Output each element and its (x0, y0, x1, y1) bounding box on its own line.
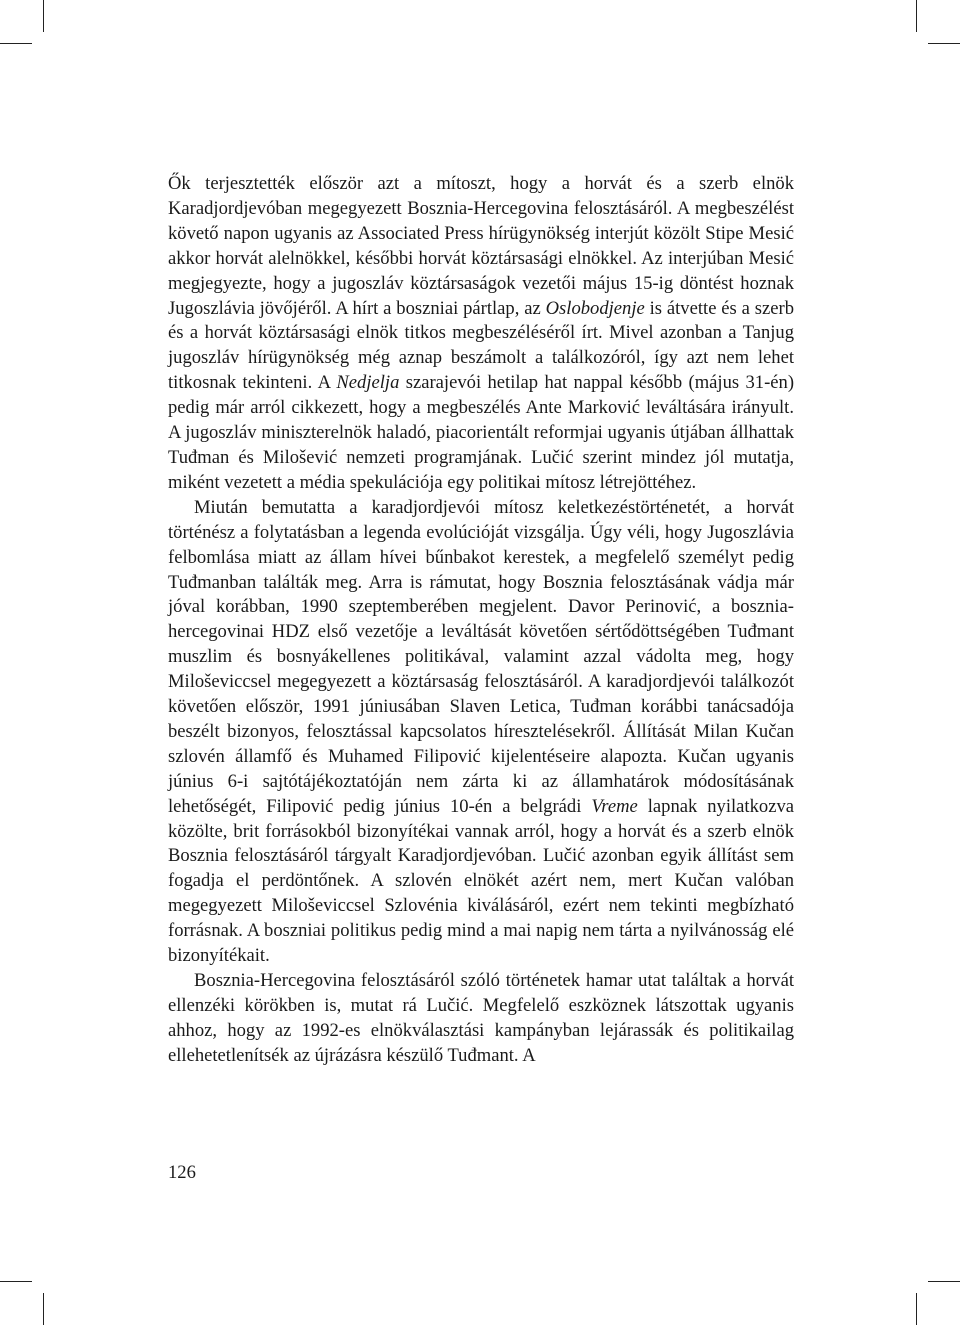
body-text (168, 172, 794, 1069)
crop-mark-bottom-right-v (916, 1293, 917, 1325)
crop-mark-top-right-v (916, 0, 917, 32)
text-span: szarajevói hetilap hat nappal később (május 31-én) pedig már arról cikkezett, hogy a megbeszélés Ante Marković leváltására irányult. A jugoszláv miniszterelnök haladó, piacorientált reformjai ugyanis útjában állhattak Tuđman és Milošević nemzeti programjának. Lučić szerint mindez jól mutatja, miként vezetett a média spekulációja egy politikai mítosz létrejöttéhez. (168, 372, 795, 493)
crop-mark-bottom-left-h (0, 1281, 32, 1282)
text-span: lapnak nyilatkozva közölte, brit forrásokból bizonyítékai vannak arról, hogy a horvát és a szerb elnök Bosznia felosztásáról tárgyalt Karadjordjevóban. Lučić azonban egyik állítást sem fogadja el perdöntőnek. A szlovén elnökét azért nem, mert Kučan valóban megegyezett Miloševiccsel Szlovénia kiválásáról, ezért nem tekinti megbízható forrásnak. A boszniai politikus pedig mind a mai napig nem tárta a nyilvánosság elé bizonyítékait. (168, 795, 794, 967)
crop-mark-top-right-h (928, 43, 960, 44)
paragraph-1 (168, 172, 794, 496)
italic-title-nedjelja: Nedjelja (336, 372, 400, 394)
text-span: Ők terjesztették először azt a mítoszt, hogy a horvát és a szerb elnök Karadjordjevóban megegyezett Bosznia-Hercegovina felosztásáról. A megbeszélést követő napon ugyanis az Associated Press hírügynökség interjút közölt Stipe Mesić akkor horvát alelnökkel, későbbi horvát köztársasági elnökkel. Az interjúban Mesić megjegyezte, hogy a jugoszláv köztársaságok vezetői május 15-ig döntést hoznak Jugoszlávia jövőjéről. A hírt a boszniai pártlap, az (168, 173, 794, 319)
paragraph-3 (168, 969, 794, 1069)
crop-mark-top-left-v (43, 0, 44, 32)
text-span: is átvette és a szerb és a horvát köztársasági elnök titkos megbeszéléséről írt. Mivel azonban a Tanjug jugoszláv hírügynökség még aznap beszámolt a találkozóról, így azt nem lehet titkosnak tekinteni. A (168, 297, 794, 394)
crop-mark-top-left-h (0, 43, 32, 44)
italic-title-oslobodjenje: Oslobodjenje (545, 297, 645, 319)
text-span: Bosznia-Hercegovina felosztásáról szóló történetek hamar utat találtak a horvát ellenzéki körökben is, mutat rá Lučić. Megfelelő eszköznek látszottak ugyanis ahhoz, hogy az 1992-es elnökválasztási kampányban lejárassák és politikailag ellehetetlenítsék az újrázásra készülő Tuđmant. A (168, 970, 794, 1066)
crop-mark-bottom-left-v (43, 1293, 44, 1325)
text-span: Miután bemutatta a karadjordjevói mítosz keletkezéstörténetét, a horvát történész a folytatásban a legenda evolúcióját vizsgálja. Úgy véli, hogy Jugoszlávia felbomlása miatt az állam hívei bűnbakot kerestek, a megfelelő személyt pedig Tuđmanban találták meg. Arra is rámutat, hogy Bosznia felosztásának vádja már jóval korábban, 1990 szeptemberében megjelent. Davor Perinović, a bosznia-hercegovinai HDZ első vezetője a leváltását követően sértődöttségében Tuđmant muszlim és bosnyákellenes politikával, valamint azzal vádolta meg, hogy Miloševiccsel megegyezett a köztársaság felosztásáról. A karadjordjevói találkozót követően először, 1991 júniusában Slaven Letica, Tuđman korábbi tanácsadója beszélt bizonyos, felosztással kapcsolatos híresztelésekről. Állítását Milan Kučan szlovén államfő és Muhamed Filipović kijelentéseire alapozta. Kučan ugyanis június 6-i sajtótájékoztatóján nem zárta ki az államhatárok módosításának lehetőségét, Filipović pedig június 10-én a belgrádi (168, 496, 794, 817)
crop-mark-bottom-right-h (928, 1281, 960, 1282)
page-number: 126 (168, 1162, 196, 1183)
paragraph-2 (168, 496, 794, 969)
italic-title-vreme: Vreme (591, 795, 638, 817)
